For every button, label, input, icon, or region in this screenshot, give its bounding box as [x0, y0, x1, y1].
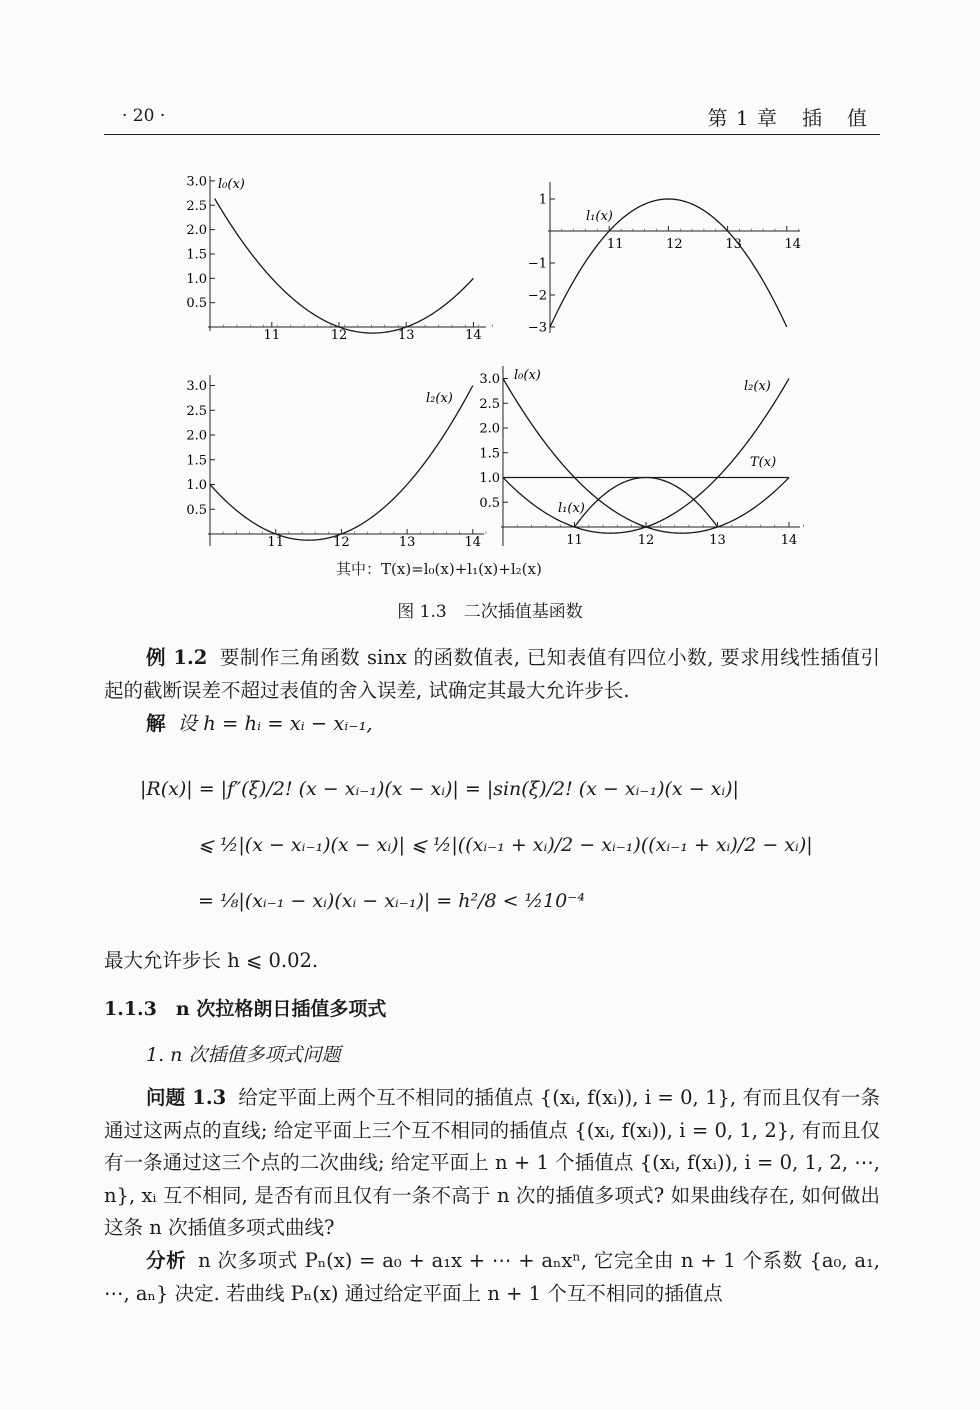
bottom-left-l2-curve: [210, 386, 473, 541]
bottom-right-x-tick-label: 12: [637, 533, 655, 548]
equation-line-2: ⩽ ½|(x − xᵢ₋₁)(x − xᵢ)| ⩽ ½|((xᵢ₋₁ + xᵢ)/2 − xᵢ₋₁)((xᵢ₋₁ + xᵢ)/2 − xᵢ)|: [198, 834, 813, 856]
bottom-left-curve-label: l₂(x): [426, 391, 453, 406]
solution-label: 解: [146, 712, 166, 735]
figure-caption: 图 1.3 二次插值基函数: [397, 602, 583, 622]
bottom-right-x-tick-label: 13: [709, 533, 726, 548]
top-left-y-tick-label: 1.0: [186, 271, 207, 287]
conclusion: 最大允许步长 h ⩽ 0.02.: [104, 949, 319, 972]
bottom-right-y-tick-label: 1.5: [479, 446, 500, 462]
page-number: · 20 ·: [122, 106, 166, 126]
bottom-left-y-tick-label: 1.5: [186, 453, 207, 469]
problem-label: 问题 1.3: [146, 1086, 227, 1109]
top-left-y-tick-label: 1.5: [186, 247, 207, 263]
bottom-right-l1-label: l₁(x): [558, 501, 585, 516]
bottom-left-x-tick-label: 11: [267, 535, 284, 550]
top-right-x-tick-label: 12: [666, 237, 683, 252]
top-left-y-tick-label: 0.5: [186, 296, 207, 312]
bottom-right-l2-curve: [503, 379, 789, 534]
equation-line-3: = ⅛|(xᵢ₋₁ − xᵢ)(xᵢ − xᵢ₋₁)| = h²/8 < ½10⁻⁴: [198, 890, 585, 912]
top-left-l0-curve: [215, 199, 474, 333]
bottom-left-x-tick-label: 12: [333, 535, 350, 550]
top-left-curve-label: l₀(x): [218, 177, 245, 192]
example-paragraph: [104, 642, 880, 707]
bottom-right-T-label: T(x): [750, 455, 777, 470]
bottom-right-y-tick-label: 2.5: [479, 396, 500, 412]
bottom-left-y-tick-label: 3.0: [186, 379, 207, 394]
top-right-x-tick-label: 11: [606, 237, 624, 252]
top-left-y-tick-label: 2.0: [186, 223, 207, 239]
bottom-left-y-tick-label: 1.0: [186, 478, 207, 493]
top-right-y-tick-label: 1: [538, 192, 547, 208]
solution-intro-line: [104, 708, 880, 741]
chapter-title-part1: 插: [802, 106, 823, 130]
problem-paragraph: [104, 1082, 880, 1245]
chapter-number: 第 1 章: [707, 106, 778, 130]
problem-text: 给定平面上两个互不相同的插值点 {(xᵢ, f(xᵢ)), i = 0, 1}, 有而且仅有一条通过这两点的直线; 给定平面上三个互不相同的插值点 {(xᵢ, f(xᵢ)), i = 0, 1, 2}, 有而且仅有一条通过这三个点的二次曲线; 给定平面上 n + 1 个插值点 {(xᵢ, f(xᵢ)), i = 0, 1, 2, ⋯, n}, xᵢ 互不相同, 是否有而且仅有一条不高于 n 次的插值多项式? 如果曲线存在, 如何做出这条 n 次插值多项式曲线?: [104, 1086, 881, 1239]
top-left-y-tick-label: 2.5: [186, 198, 207, 214]
bottom-left-y-tick-label: 2.5: [186, 403, 207, 419]
bottom-left-x-tick-label: 13: [398, 535, 416, 550]
chapter-title-part2: 值: [847, 106, 868, 130]
subsection-heading: 1. n 次插值多项式问题: [146, 1044, 341, 1066]
top-right-x-tick-label: 14: [784, 237, 802, 252]
bottom-right-x-tick-label: 14: [780, 533, 798, 548]
bottom-right-y-tick-label: 3.0: [479, 372, 500, 387]
bottom-right-l1-curve: [575, 478, 718, 528]
example-label: 例 1.2: [146, 646, 208, 669]
bottom-right-l0-label: l₀(x): [514, 368, 541, 383]
bottom-right-y-tick-label: 1.0: [479, 471, 500, 486]
top-left-x-tick-label: 14: [465, 328, 482, 343]
figure-1-3: [0, 0, 980, 590]
top-left-x-tick-label: 11: [263, 328, 281, 343]
bottom-right-x-tick-label: 11: [566, 533, 583, 548]
solution-intro: 设 h = hᵢ = xᵢ − xᵢ₋₁,: [177, 712, 373, 735]
bottom-right-y-tick-label: 0.5: [479, 495, 500, 511]
bottom-right-l0-curve: [503, 379, 789, 534]
figure-where-note: 其中：T(x)=l₀(x)+l₁(x)+l₂(x): [336, 560, 542, 578]
top-left-x-tick-label: 13: [397, 328, 415, 343]
section-heading: 1.1.3 n 次拉格朗日插值多项式: [104, 998, 387, 1020]
top-right-y-tick-label: −2: [527, 288, 547, 304]
analysis-label: 分析: [146, 1249, 187, 1272]
top-left-x-tick-label: 12: [330, 328, 348, 343]
analysis-text: n 次多项式 Pₙ(x) = a₀ + a₁x + ⋯ + aₙxⁿ, 它完全由 n + 1 个系数 {a₀, a₁, ⋯, aₙ} 决定. 若曲线 Pₙ(x) 通过给定平面上 n + 1 个互不相同的插值点: [104, 1249, 880, 1305]
top-left-y-tick-label: 3.0: [186, 174, 207, 190]
analysis-paragraph: [104, 1245, 880, 1310]
equation-line-1: |R(x)| = |f″(ξ)/2! (x − xᵢ₋₁)(x − xᵢ)| = |sin(ξ)/2! (x − xᵢ₋₁)(x − xᵢ)|: [140, 778, 739, 800]
top-right-curve-label: l₁(x): [586, 209, 613, 224]
bottom-left-y-tick-label: 2.0: [186, 428, 207, 444]
top-right-y-tick-label: −1: [527, 256, 547, 272]
bottom-left-y-tick-label: 0.5: [186, 502, 207, 518]
top-right-y-tick-label: −3: [527, 320, 547, 336]
bottom-left-x-tick-label: 14: [464, 535, 482, 550]
bottom-right-l2-label: l₂(x): [744, 379, 771, 394]
top-right-x-tick-label: 13: [725, 237, 742, 252]
example-text: 要制作三角函数 sinx 的函数值表, 已知表值有四位小数, 要求用线性插值引起的截断误差不超过表值的舍入误差, 试确定其最大允许步长.: [104, 646, 880, 702]
bottom-right-y-tick-label: 2.0: [479, 421, 500, 437]
